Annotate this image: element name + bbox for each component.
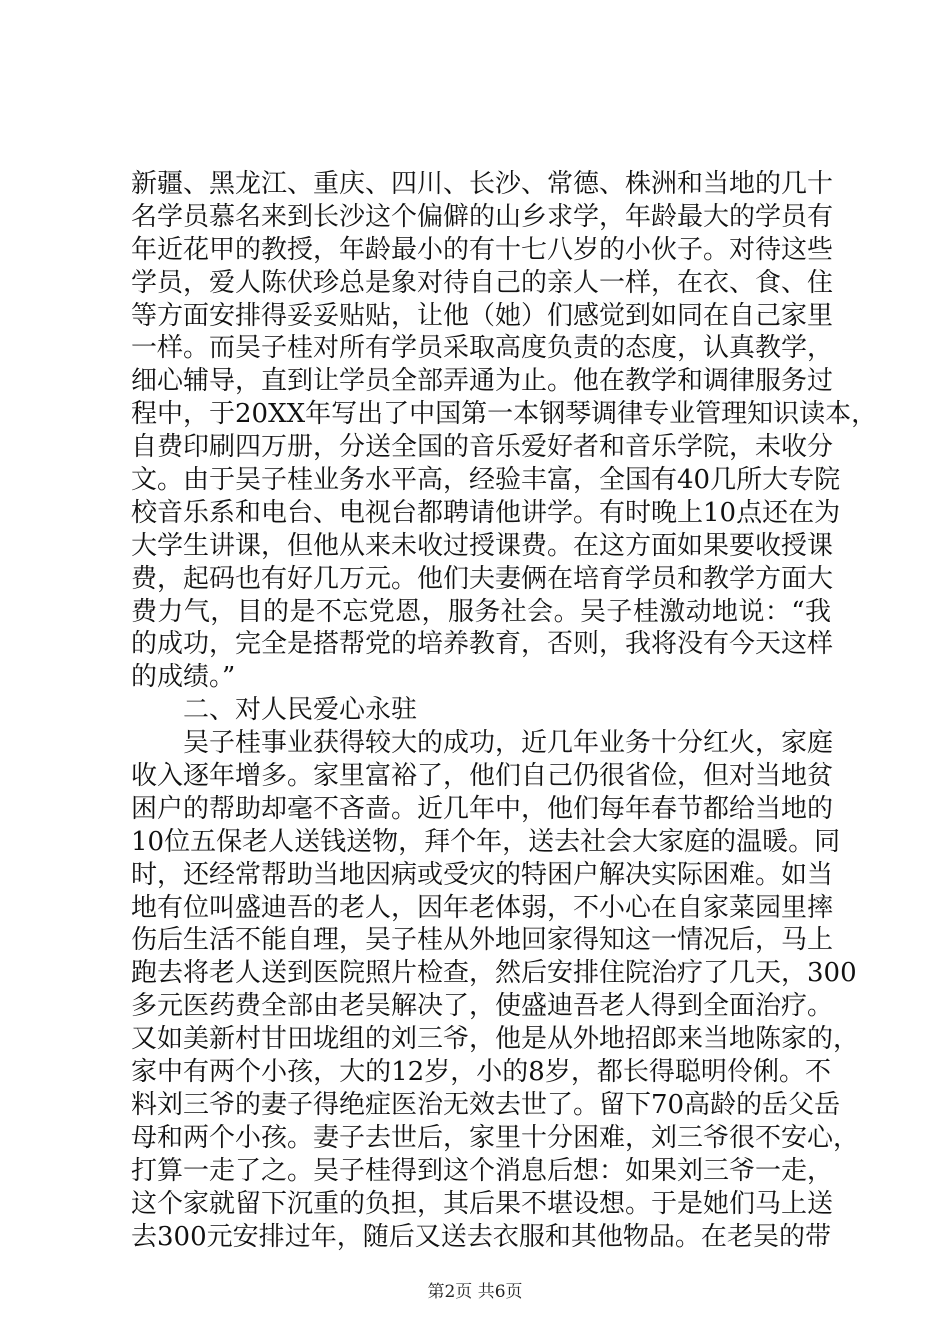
text-line: 新疆、黑龙江、重庆、四川、长沙、常德、株洲和当地的几十 bbox=[131, 169, 834, 199]
page-footer: 第2页 共6页 bbox=[427, 1282, 523, 1302]
text-line: 伤后生活不能自理，吴子桂从外地回家得知这一情况后，马上 bbox=[131, 925, 834, 956]
text-line: 自费印刷四万册，分送全国的音乐爱好者和音乐学院，未收分 bbox=[131, 432, 834, 463]
text-line: 细心辅导，直到让学员全部弄通为止。他在教学和调律服务过 bbox=[131, 366, 834, 397]
text-line: 打算一走了之。吴子桂得到这个消息后想：如果刘三爷一走， bbox=[131, 1155, 834, 1186]
text-line: 又如美新村甘田垅组的刘三爷，他是从外地招郎来当地陈家的， bbox=[131, 1024, 860, 1055]
text-line: 去300元安排过年，随后又送去衣服和其他物品。在老吴的带 bbox=[131, 1221, 831, 1252]
text-line: 费力气，目的是不忘党恩，服务社会。吴子桂激动地说：“我 bbox=[131, 596, 831, 627]
text-line: 吴子桂事业获得较大的成功，近几年业务十分红火，家庭 bbox=[183, 728, 834, 759]
text-line: 年近花甲的教授，年龄最小的有十七八岁的小伙子。对待这些 bbox=[131, 234, 834, 265]
text-line: 地有位叫盛迪吾的老人，因年老体弱，不小心在自家菜园里摔 bbox=[131, 892, 834, 923]
text-line: 困户的帮助却毫不吝啬。近几年中，他们每年春节都给当地的 bbox=[131, 793, 834, 824]
text-line: 家中有两个小孩，大的12岁，小的8岁，都长得聪明伶俐。不 bbox=[131, 1057, 831, 1088]
text-line: 等方面安排得妥妥贴贴，让他（她）们感觉到如同在自己家里 bbox=[131, 300, 834, 331]
text-line: 多元医药费全部由老吴解决了，使盛迪吾老人得到全面治疗。 bbox=[131, 991, 834, 1022]
text-line: 大学生讲课，但他从来未收过授课费。在这方面如果要收授课 bbox=[131, 530, 834, 561]
text-line: 学员，爱人陈伏珍总是象对待自己的亲人一样，在衣、食、住 bbox=[131, 267, 834, 298]
text-line: 的成功，完全是搭帮党的培养教育，否则，我将没有今天这样 bbox=[131, 629, 834, 660]
text-line: 这个家就留下沉重的负担，其后果不堪设想。于是她们马上送 bbox=[131, 1188, 834, 1219]
text-line: 费，起码也有好几万元。他们夫妻俩在培育学员和教学方面大 bbox=[131, 563, 834, 594]
text-line: 名学员慕名来到长沙这个偏僻的山乡求学，年龄最大的学员有 bbox=[131, 201, 834, 232]
text-line: 母和两个小孩。妻子去世后，家里十分困难，刘三爷很不安心， bbox=[131, 1122, 860, 1153]
text-line: 文。由于吴子桂业务水平高，经验丰富，全国有40几所大专院 bbox=[131, 465, 841, 496]
text-line: 程中，于20XX年写出了中国第一本钢琴调律专业管理知识读本， bbox=[131, 399, 878, 430]
text-line: 校音乐系和电台、电视台都聘请他讲学。有时晚上10点还在为 bbox=[131, 497, 841, 528]
body-text bbox=[131, 168, 878, 1253]
text-line: 跑去将老人送到医院照片检查，然后安排住院治疗了几天，300 bbox=[131, 958, 857, 989]
text-line: 料刘三爷的妻子得绝症医治无效去世了。留下70高龄的岳父岳 bbox=[131, 1089, 841, 1120]
text-line: 时，还经常帮助当地因病或受灾的特困户解决实际困难。如当 bbox=[131, 859, 834, 890]
text-line: 收入逐年增多。家里富裕了，他们自己仍很省俭，但对当地贫 bbox=[131, 761, 834, 792]
section-heading: 二、对人民爱心永驻 bbox=[183, 695, 418, 726]
text-line: 10位五保老人送钱送物，拜个年，送去社会大家庭的温暖。同 bbox=[131, 826, 841, 857]
text-line: 的成绩。” bbox=[131, 662, 236, 693]
text-line: 一样。而吴子桂对所有学员采取高度负责的态度，认真教学， bbox=[131, 333, 834, 364]
